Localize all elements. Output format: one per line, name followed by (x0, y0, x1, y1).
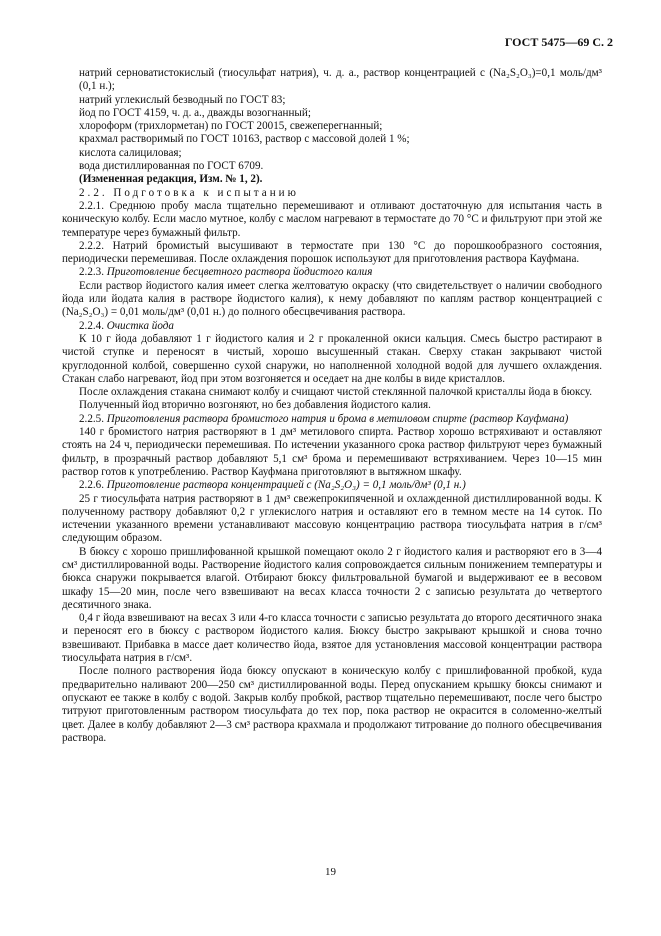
paragraph-2-2-3: Если раствор йодистого калия имеет слегка желтоватую окраску (что свидетельствует о наличии свободного йода или йодата калия в растворе йодистого калия), к нему добавляют по каплям раствор концентрацией с (Na₂S₂O₃) = 0,01 моль/дм³ (0,01 н.) до полного обесцвечивания раствора. (62, 279, 602, 319)
paragraph-2-2-6a: 25 г тиосульфата натрия растворяют в 1 дм³ свежепрокипяченной и охлажденной дистиллированной воды. К полученному раствору добавляют 0,2 г углекислого натрия и оставляют его в темном месте на 14 суток. По истечении указанного времени устанавливают массовую концентрацию раствора тиосульфата натрия в г/см³ следующим образом. (62, 492, 602, 545)
reagent-item: вода дистиллированная по ГОСТ 6709. (79, 160, 264, 173)
clause-title: Приготовления раствора бромистого натрия и брома в метиловом спирте (раствор Кауфмана) (106, 412, 569, 425)
page-header: ГОСТ 5475—69 С. 2 (504, 35, 613, 49)
clause-number: 2.2.6. (79, 479, 104, 492)
paragraph-2-2-1: 2.2.1. Среднюю пробу масла тщательно перемешивают и отливают достаточную для испытания часть в коническую колбу. Если масло мутное, колбу с маслом нагревают в термостате до 70 °С и фильтруют при этой же температуре через бумажный фильтр. (62, 199, 602, 239)
heading-2-2-4 (62, 320, 602, 333)
reagent-item: крахмал растворимый по ГОСТ 10163, раствор с массовой долей 1 %; (79, 133, 410, 146)
edition-note: (Измененная редакция, Изм. № 1, 2). (79, 173, 263, 186)
reagent-list (62, 67, 602, 173)
reagent-item: кислота салициловая; (79, 146, 182, 159)
reagent-item: йод по ГОСТ 4159, ч. д. а., дважды возогнанный; (79, 106, 311, 119)
heading-2-2-6 (62, 479, 602, 492)
document-body (62, 67, 602, 745)
clause-title: Приготовление раствора концентрацией с (Na₂S₂O₃) = 0,1 моль/дм³ (0,1 н.) (106, 479, 466, 492)
section-heading-2-2: 2.2. Подготовка к испытанию (79, 186, 299, 199)
paragraph-2-2-4a: К 10 г йода добавляют 1 г йодистого калия и 2 г прокаленной окиси кальция. Смесь быстро растирают в чистой ступке и переносят в чистый, хорошо высушенный стакан. Сверху стакан закрывают чистой круглодонной колбой, совершенно сухой снаружи, но наполненной холодной водой для лучшего охлаждения. Стакан слабо нагревают, йод при этом возгоняется и оседает на дне колбы в виде кристаллов. (62, 332, 602, 385)
paragraph-2-2-2: 2.2.2. Натрий бромистый высушивают в термостате при 130 °С до порошкообразного состояния, периодически перемешивая. После охлаждения порошок используют для приготовления раствора Кауфмана. (62, 239, 602, 266)
paragraph-2-2-5: 140 г бромистого натрия растворяют в 1 дм³ метилового спирта. Раствор хорошо встряхивают и оставляют стоять на 24 ч, периодически перемешивая. По истечении указанного срока раствор фильтруют через бумажный фильтр, в прозрачный раствор добавляют 5,1 см³ брома и перемешивают встряхиванием. Через 10—15 мин раствор готов к употреблению. Раствор Кауфмана приготовляют в вытяжном шкафу. (62, 426, 602, 478)
reagent-item: хлороформ (трихлорметан) по ГОСТ 20015, свежеперегнанный; (79, 120, 383, 133)
clause-title: Очистка йода (106, 319, 174, 332)
paragraph-2-2-4b: После охлаждения стакана снимают колбу и счищают чистой стеклянной палочкой кристаллы йода в бюксу. (79, 386, 593, 399)
page-number: 19 (325, 866, 336, 878)
paragraph-2-2-6d: После полного растворения йода бюксу опускают в коническую колбу с пришлифованной пробкой, куда предварительно наливают 200—250 см³ дистиллированной воды. Перед опусканием крышку бюксы снимают и опускают ее также в колбу с водой. Закрыв колбу пробкой, раствор тщательно перемешивают, после чего быстро титруют приготовленным раствором тиосульфата до тех пор, пока раствор не окрасится в соломенно-желтый цвет. Далее в колбу добавляют 2—3 см³ раствора крахмала и продолжают титрование до полного обесцвечивания раствора. (62, 665, 602, 744)
paragraph-2-2-6c: 0,4 г йода взвешивают на весах 3 или 4-го класса точности с записью результата до второго десятичного знака и переносят его в бюксу с раствором йодистого калия. Бюксу быстро закрывают крышкой и снова точно взвешивают. Прибавка в массе дает количество йода, взятое для установления массовой концентрации раствора тиосульфата натрия в г/см³. (62, 612, 602, 665)
clause-title: Приготовление бесцветного раствора йодистого калия (106, 266, 373, 279)
clause-number: 2.2.4. (79, 319, 104, 332)
reagent-item: натрий углекислый безводный по ГОСТ 83; (79, 93, 286, 106)
heading-2-2-3 (62, 266, 602, 279)
heading-2-2-5 (62, 413, 602, 426)
paragraph-2-2-6b: В бюксу с хорошо пришлифованной крышкой помещают около 2 г йодистого калия и растворяют его в 3—4 см³ дистиллированной воды. Растворение йодистого калия сопровождается сильным понижением температуры и бюкса снаружи покрывается влагой. Отбирают бюксу фильтровальной бумагой и выдерживают ее в весовом шкафу 15—20 мин, после чего взвешивают на весах класса точности 2 с записью результата до четвертого десятичного знака. (62, 545, 602, 611)
clause-number: 2.2.5. (79, 412, 104, 425)
clause-number: 2.2.3. (79, 266, 104, 279)
reagent-item: натрий серноватистокислый (тиосульфат натрия), ч. д. а., раствор концентрацией с (Na₂S₂O₃)=0,1 моль/дм³ (0,1 н.); (79, 67, 602, 93)
paragraph-2-2-4c: Полученный йод вторично возгоняют, но без добавления йодистого калия. (79, 399, 431, 412)
